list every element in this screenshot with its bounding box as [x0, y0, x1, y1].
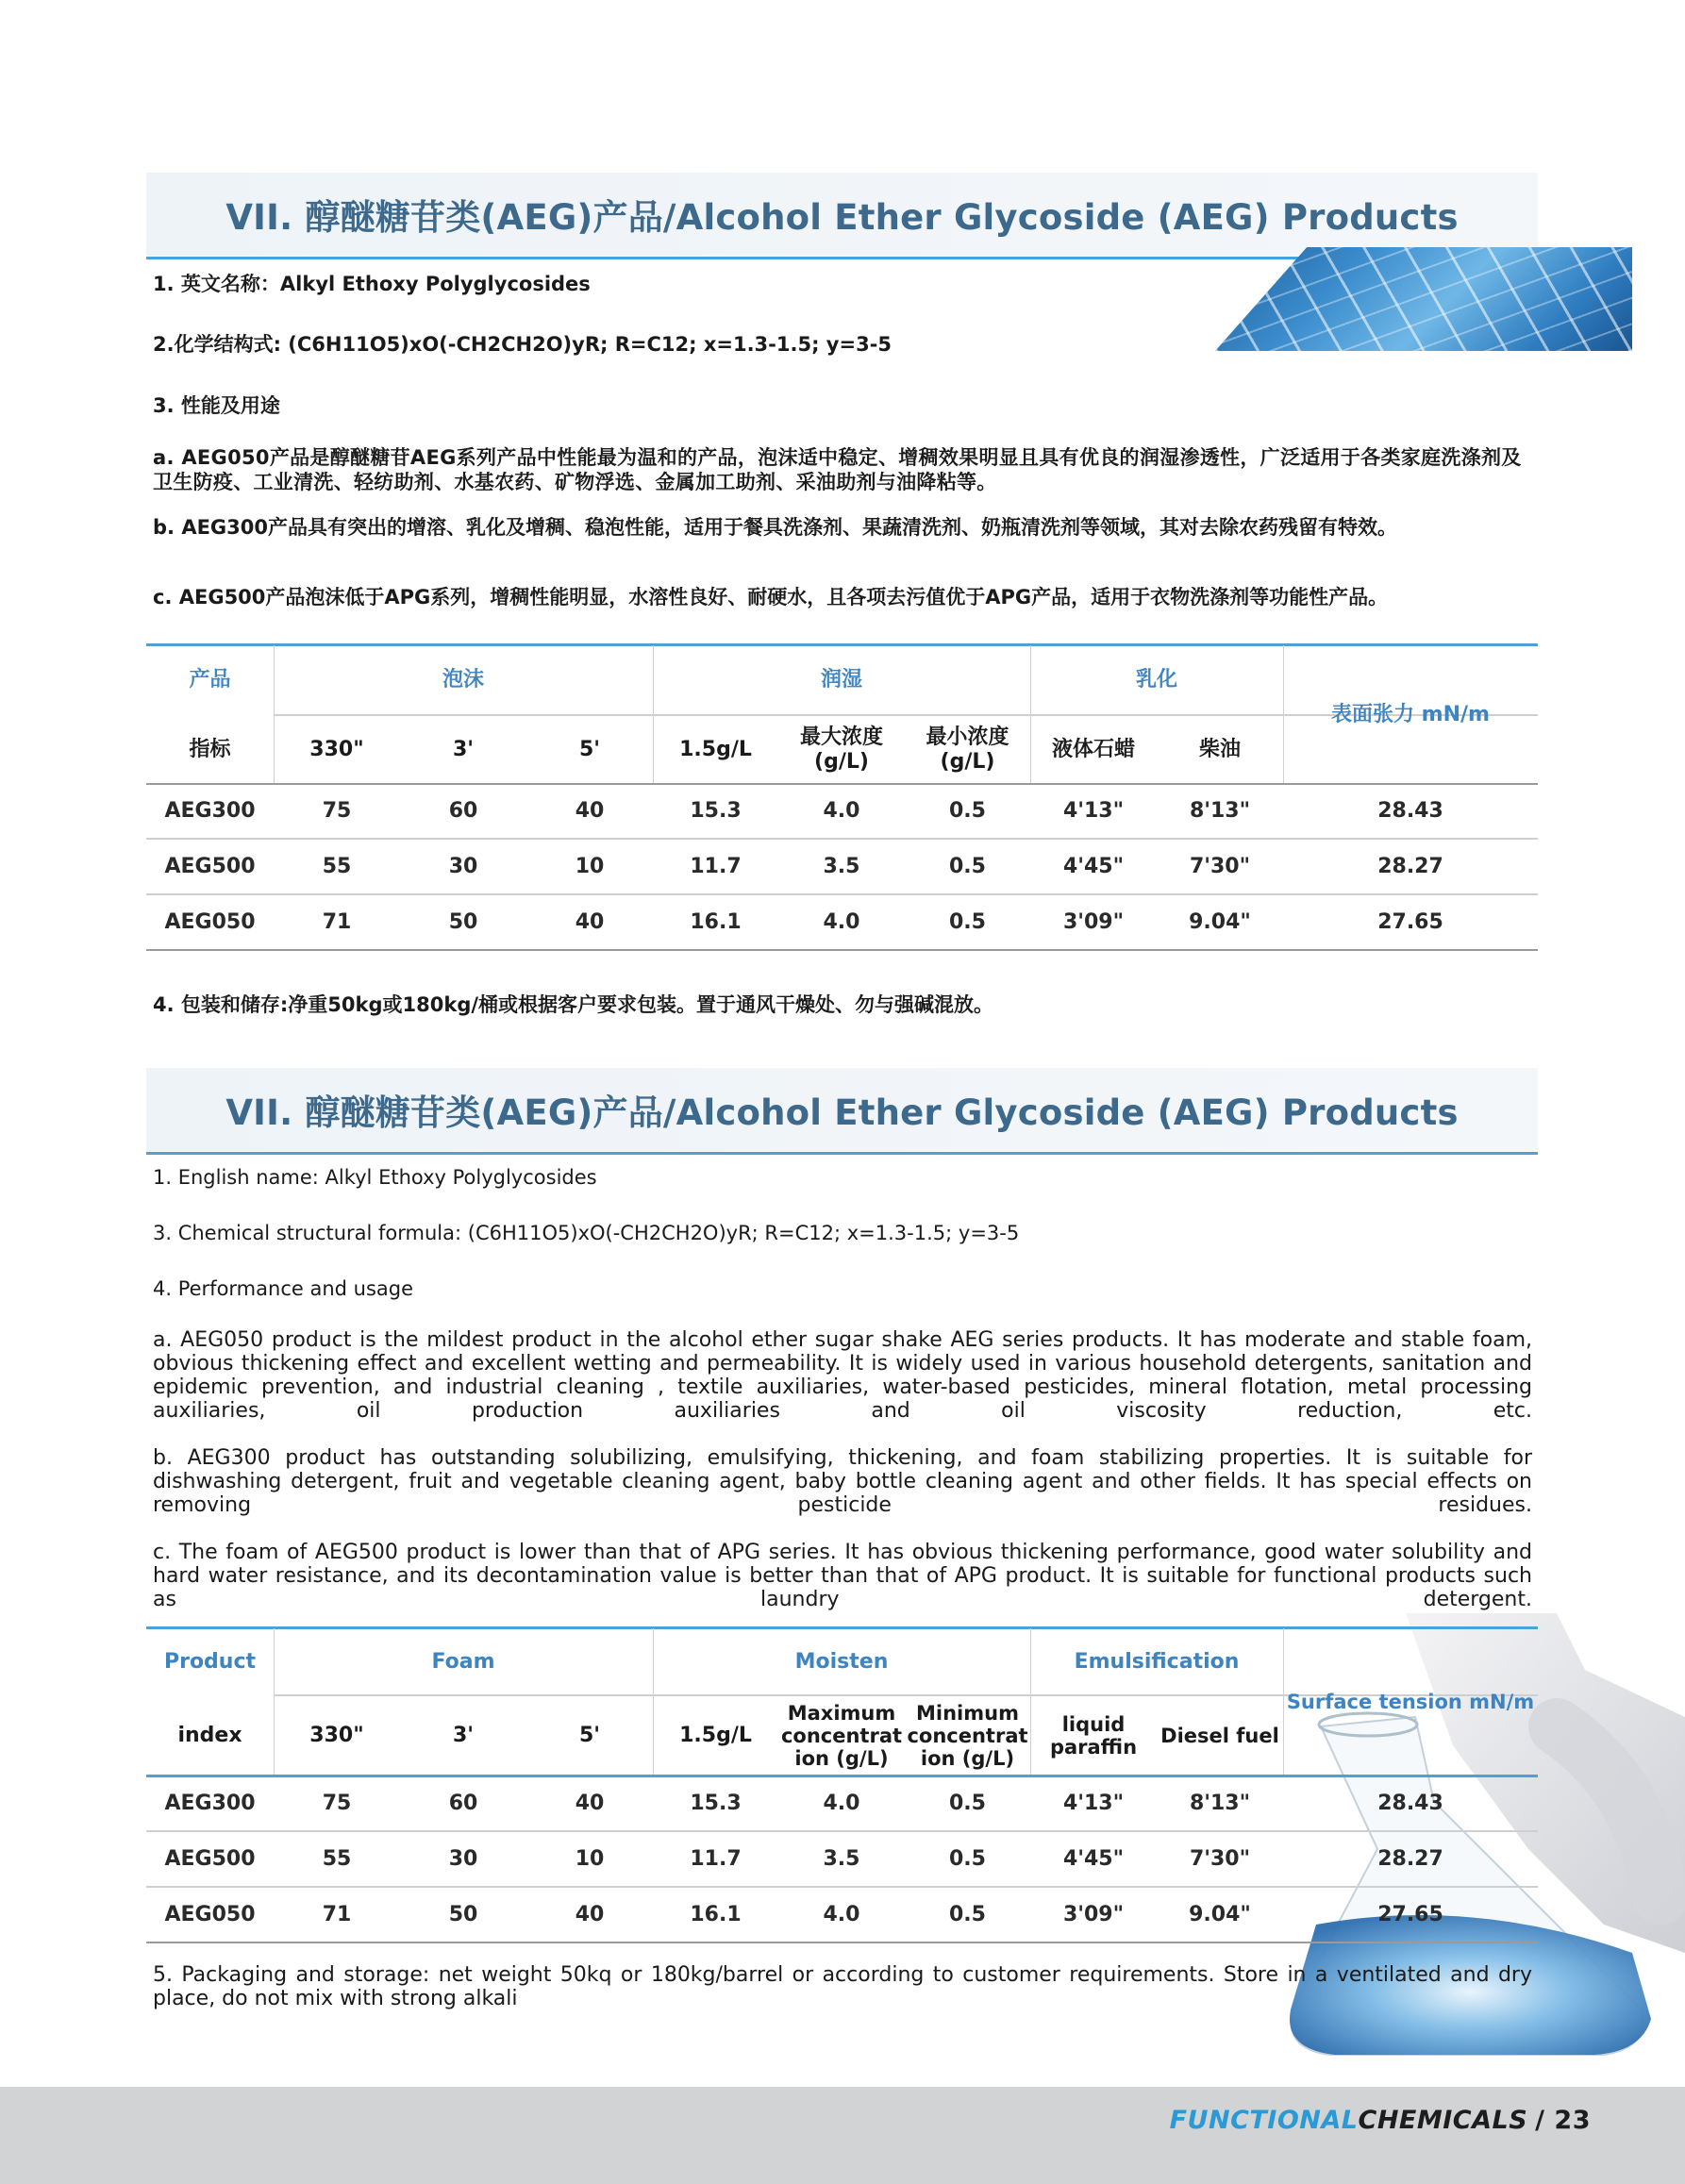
section-title-cn: VII. 醇醚糖苷类(AEG)产品/Alcohol Ether Glycoside (AEG) Products [146, 173, 1538, 256]
en-subheader-diesel: Diesel fuel [1160, 1724, 1279, 1747]
table-cell: 8'13" [1189, 1792, 1251, 1815]
table-cell: 11.7 [690, 854, 742, 878]
table-cell: 40 [575, 1792, 605, 1815]
cn-subheader-3min: 3' [452, 737, 475, 761]
table-cell: 4'45" [1062, 854, 1125, 878]
table-cell: 4'13" [1062, 1792, 1125, 1815]
cn-header-emulsification: 乳化 [1135, 668, 1177, 692]
cn-subheader-330: 330" [309, 737, 364, 761]
footer-brand-functional: FUNCTIONAL [1169, 2106, 1359, 2135]
cn-subheader-5min: 5' [578, 737, 601, 761]
en-subheader-330: 330" [309, 1723, 364, 1747]
table-cell: 0.5 [949, 799, 986, 823]
table-cell: 11.7 [690, 1846, 742, 1871]
table-cell: 40 [575, 909, 605, 934]
cn-subheader-max-conc: 最大浓度 (g/L) [799, 725, 883, 774]
page-number: / 23 [1535, 2106, 1591, 2135]
en-header-foam: Foam [431, 1649, 495, 1674]
en-subheader-paraffin: liquid paraffin [1049, 1712, 1138, 1759]
table-cell: 3'09" [1062, 909, 1125, 934]
en-subheader-min-conc: Minimum concentrat ion (g/L) [907, 1701, 1028, 1770]
table-cell: 4'13" [1062, 799, 1125, 823]
table-cell: 4.0 [823, 1902, 860, 1926]
table-cell: 4.0 [823, 799, 860, 823]
table-cell: AEG500 [164, 1846, 256, 1871]
en-paragraph-c: c. The foam of AEG500 product is lower than that of APG series. It has obvious thickening performance, good water solubility and hard water resistance, and its decontamination value is better than that of APG product. It is suitable for functional products such as laundry detergent. [153, 1541, 1532, 1611]
en-english-name: 1. English name: Alkyl Ethoxy Polyglycosides [153, 1166, 597, 1189]
table-cell: 15.3 [690, 1792, 742, 1815]
en-subheader-index: index [177, 1723, 242, 1747]
en-spec-table [146, 1626, 1538, 1949]
table-cell: AEG050 [164, 1902, 256, 1926]
en-chemical-formula: 3. Chemical structural formula: (C6H11O5)xO(-CH2CH2O)yR; R=C12; x=1.3-1.5; y=3-5 [153, 1222, 1020, 1244]
table-cell: 16.1 [690, 1902, 742, 1926]
table-cell: 75 [322, 1792, 352, 1815]
table-cell: 3'09" [1062, 1902, 1125, 1926]
en-subheader-concentration: 1.5g/L [679, 1723, 752, 1747]
table-cell: 0.5 [949, 1792, 986, 1815]
en-subheader-5min: 5' [578, 1723, 601, 1747]
table-cell: 8'13" [1189, 799, 1251, 823]
table-cell: 60 [448, 1792, 478, 1815]
en-packaging: 5. Packaging and storage: net weight 50kq or 180kg/barrel or according to customer requirements. Store in a ventilated and dry place, do not mix with strong alkali [153, 1963, 1532, 2010]
table-cell: 7'30" [1189, 1846, 1251, 1871]
table-cell: 30 [448, 1846, 478, 1871]
footer-brand-chemicals: CHEMICALS [1358, 2106, 1528, 2135]
section-title-en: VII. 醇醚糖苷类(AEG)产品/Alcohol Ether Glycoside (AEG) Products [146, 1068, 1538, 1151]
footer-bar [0, 2087, 1685, 2184]
en-performance-heading: 4. Performance and usage [153, 1277, 414, 1300]
cn-paragraph-c: c. AEG500产品泡沫低于APG系列，增稠性能明显，水溶性良好、耐硬水，且各项去污值优于APG产品，适用于衣物洗涤剂等功能性产品。 [153, 586, 1389, 609]
en-subheader-max-conc: Maximum concentrat ion (g/L) [780, 1701, 903, 1770]
en-header-surface-tension: Surface tension mN/m [1286, 1691, 1535, 1713]
cn-chemical-formula: 2.化学结构式: (C6H11O5)xO(-CH2CH2O)yR; R=C12; x=1.3-1.5; y=3-5 [153, 333, 893, 356]
cn-performance-heading: 3. 性能及用途 [153, 394, 280, 417]
table-cell: 16.1 [690, 909, 742, 934]
cn-header-product: 产品 [189, 668, 231, 692]
en-subheader-3min: 3' [452, 1723, 475, 1747]
en-header-emulsification: Emulsification [1074, 1649, 1240, 1674]
table-cell: 4.0 [823, 909, 860, 934]
table-cell: 3.5 [823, 1846, 860, 1871]
cn-paragraph-a: a. AEG050产品是醇醚糖苷AEG系列产品中性能最为温和的产品，泡沫适中稳定、增稠效果明显且具有优良的润湿渗透性，广泛适用于各类家庭洗涤剂及卫生防疫、工业清洗、轻纺助剂、水基农药、矿物浮选、金属加工助剂、采油助剂与油降粘等。 [153, 446, 1522, 493]
cn-subheader-diesel: 柴油 [1198, 737, 1241, 761]
table-cell: 27.65 [1377, 909, 1443, 934]
table-cell: 28.43 [1377, 1792, 1443, 1815]
table-cell: 71 [322, 1902, 352, 1926]
table-cell: AEG300 [164, 799, 256, 823]
table-cell: 9.04" [1189, 1902, 1251, 1926]
table-cell: 55 [322, 1846, 352, 1871]
footer-brand [1170, 2106, 1591, 2135]
cn-subheader-paraffin: 液体石蜡 [1051, 737, 1135, 761]
table-cell: 71 [322, 909, 352, 934]
en-header-moisten: Moisten [794, 1649, 889, 1674]
table-cell: 28.43 [1377, 799, 1443, 823]
cn-subheader-min-conc: 最小浓度 (g/L) [926, 725, 1009, 774]
cn-packaging: 4. 包装和储存:净重50kg或180kg/桶或根据客户要求包装。置于通风干燥处、勿与强碱混放。 [153, 993, 994, 1016]
table-cell: 4'45" [1062, 1846, 1125, 1871]
cn-subheader-concentration: 1.5g/L [679, 737, 752, 761]
en-paragraph-b: b. AEG300 product has outstanding solubilizing, emulsifying, thickening, and foam stabilizing properties. It is suitable for dishwashing detergent, fruit and vegetable cleaning agent, baby bottle cleaning agent and other fields. It has special effects on removing pesticide residues. [153, 1446, 1532, 1517]
table-cell: 28.27 [1377, 854, 1443, 878]
table-cell: 10 [575, 1846, 605, 1871]
table-cell: 40 [575, 1902, 605, 1926]
table-cell: 3.5 [823, 854, 860, 878]
table-cell: 60 [448, 799, 478, 823]
en-paragraph-a: a. AEG050 product is the mildest product in the alcohol ether sugar shake AEG series products. It has moderate and stable foam, obvious thickening effect and excellent wetting and permeability. It is widely used in various household detergents, sanitation and epidemic prevention, and industrial cleaning , textile auxiliaries, water-based pesticides, mineral flotation, metal processing auxiliaries, oil production auxiliaries and oil viscosity reduction, etc. [153, 1328, 1532, 1423]
cn-subheader-index: 指标 [189, 737, 231, 761]
table-cell: 15.3 [690, 799, 742, 823]
table-cell: 55 [322, 854, 352, 878]
cn-paragraph-b: b. AEG300产品具有突出的增溶、乳化及增稠、稳泡性能，适用于餐具洗涤剂、果蔬清洗剂、奶瓶清洗剂等领域，其对去除农药残留有特效。 [153, 516, 1397, 539]
cn-header-surface-tension: 表面张力 mN/m [1331, 702, 1490, 726]
table-cell: 27.65 [1377, 1902, 1443, 1926]
table-cell: 0.5 [949, 1846, 986, 1871]
table-cell: 50 [448, 909, 478, 934]
table-cell: 0.5 [949, 1902, 986, 1926]
cn-spec-table [146, 643, 1538, 953]
table-cell: 0.5 [949, 854, 986, 878]
en-header-product: Product [163, 1649, 257, 1674]
cn-header-moisten: 润湿 [820, 668, 862, 692]
table-cell: 9.04" [1189, 909, 1251, 934]
table-cell: AEG500 [164, 854, 256, 878]
table-cell: 10 [575, 854, 605, 878]
cn-header-foam: 泡沫 [442, 668, 484, 692]
table-cell: 7'30" [1189, 854, 1251, 878]
table-cell: 75 [322, 799, 352, 823]
table-cell: 50 [448, 1902, 478, 1926]
table-cell: 28.27 [1377, 1846, 1443, 1871]
table-cell: 0.5 [949, 909, 986, 934]
cn-english-name: 1. 英文名称：Alkyl Ethoxy Polyglycosides [153, 273, 591, 295]
table-cell: 40 [575, 799, 605, 823]
table-cell: 4.0 [823, 1792, 860, 1815]
table-cell: AEG300 [164, 1792, 256, 1815]
table-cell: AEG050 [164, 909, 256, 934]
table-cell: 30 [448, 854, 478, 878]
